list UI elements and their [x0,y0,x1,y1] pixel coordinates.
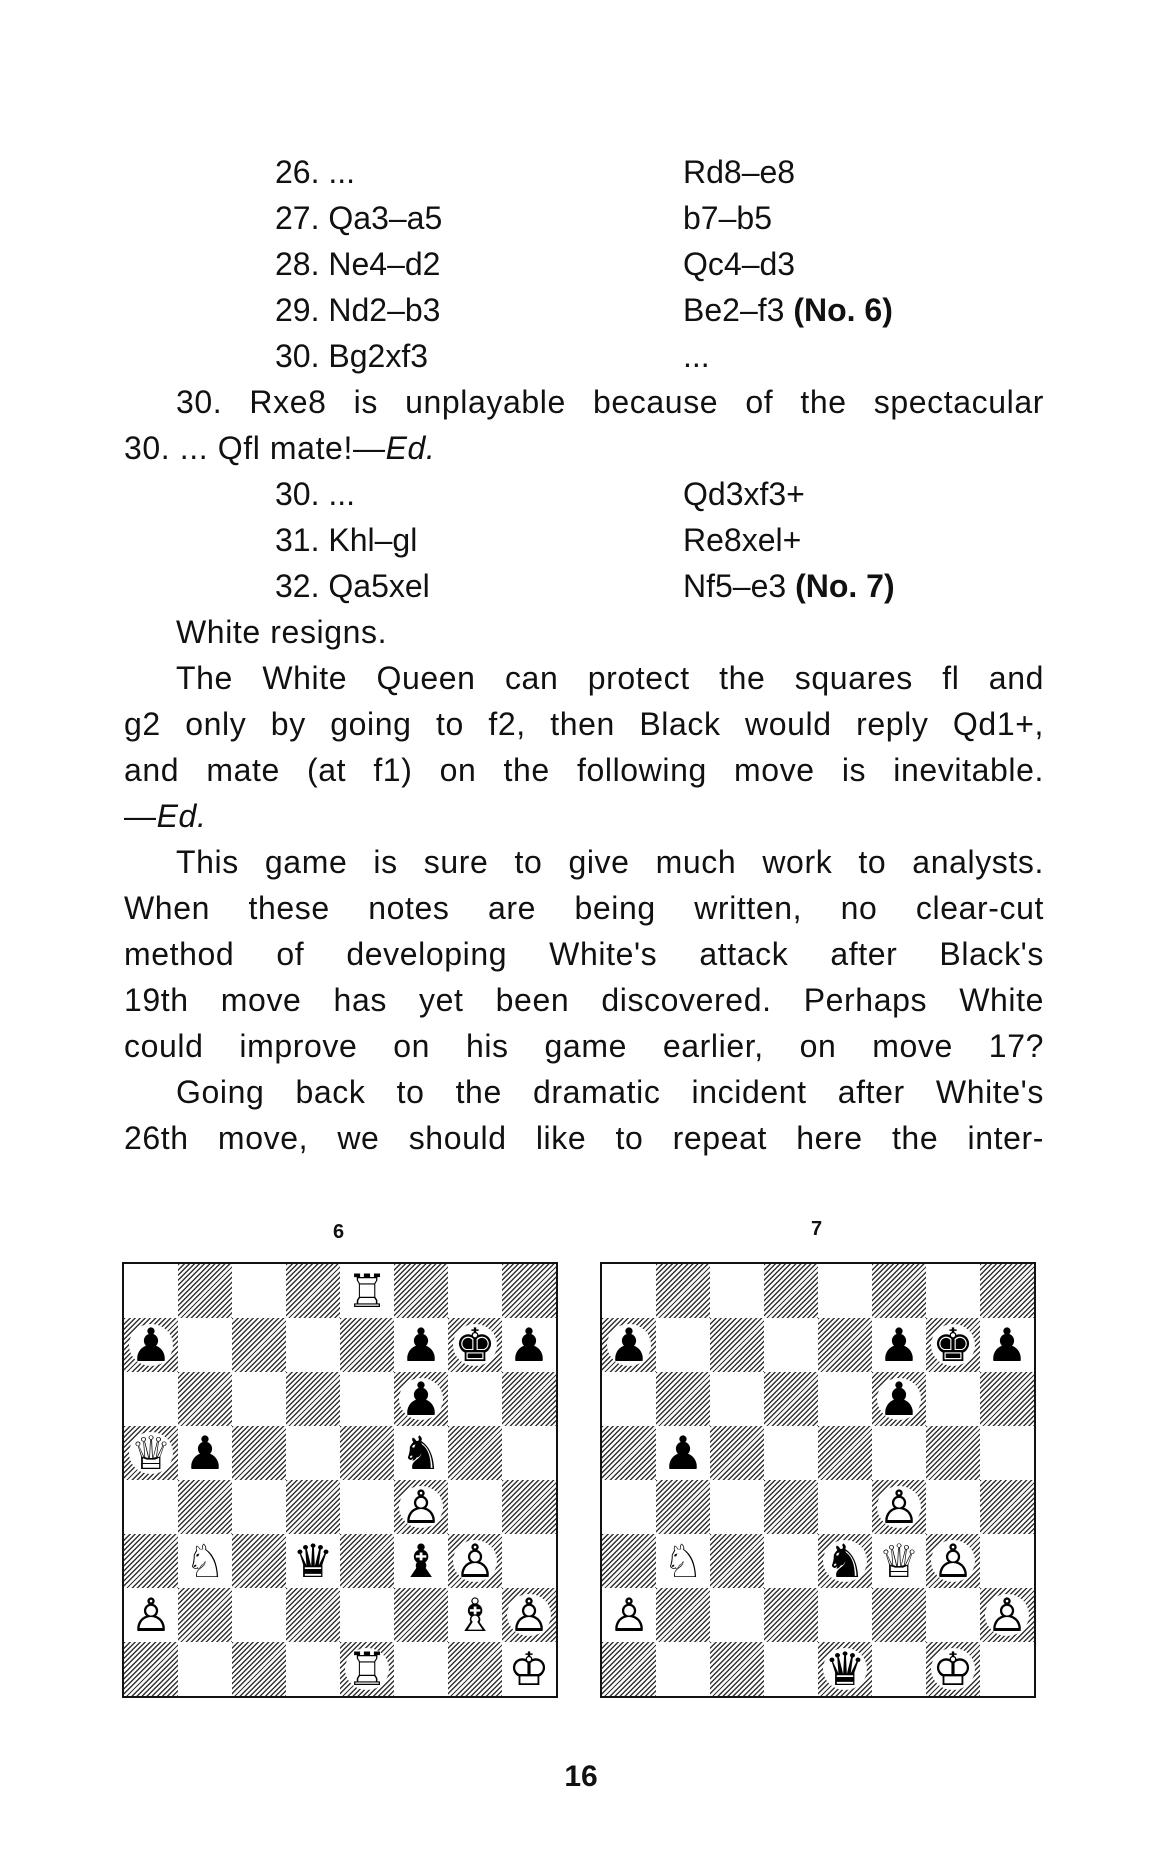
light-square [656,1318,710,1372]
diagram-label: 6 [333,1221,345,1243]
piece-glyph: ♙ [454,1534,496,1588]
light-square [710,1480,764,1534]
move-reply-with-ref [683,563,895,609]
light-square [710,1588,764,1642]
dark-square [394,1264,448,1318]
piece-glyph: ♙ [878,1480,920,1534]
light-square [286,1642,340,1696]
piece-glyph: ♔ [508,1642,550,1696]
light-square [178,1642,232,1696]
light-square [286,1318,340,1372]
dark-square [710,1318,764,1372]
light-square [872,1642,926,1696]
dark-square [502,1372,556,1426]
piece-glyph: ♖ [346,1264,388,1318]
paragraph-line: When these notes are being written, no clear-cut [124,890,1044,926]
piece-glyph: ♚ [932,1318,974,1372]
dark-square [980,1264,1034,1318]
editor-mark: Ed. [156,798,207,834]
black-king-icon [926,1318,980,1372]
white-queen-icon [124,1426,178,1480]
white-queen-icon [872,1534,926,1588]
light-square [872,1426,926,1480]
dark-square [178,1372,232,1426]
light-square [710,1264,764,1318]
dark-square [502,1264,556,1318]
dark-square [602,1642,656,1696]
dark-square [286,1372,340,1426]
piece-glyph: ♙ [986,1588,1028,1642]
dark-square [232,1426,286,1480]
dark-square [340,1534,394,1588]
black-bishop-icon [394,1534,448,1588]
white-knight-icon [178,1534,232,1588]
light-square [602,1372,656,1426]
light-square [286,1426,340,1480]
light-square [926,1588,980,1642]
page-number: 16 [564,1760,598,1793]
paragraph-line: could improve on his game earlier, on move 17? [124,1028,1044,1064]
white-pawn-icon [980,1588,1034,1642]
light-square [340,1480,394,1534]
black-pawn-icon [872,1372,926,1426]
white-pawn-icon [872,1480,926,1534]
black-knight-icon [394,1426,448,1480]
move-number: 26. ... [275,154,356,190]
piece-glyph: ♖ [346,1642,388,1696]
piece-glyph: ♟ [608,1318,650,1372]
dark-square [656,1372,710,1426]
piece-glyph: ♟ [662,1426,704,1480]
editor-mark: Ed. [385,430,436,466]
dark-square [764,1264,818,1318]
black-pawn-icon [602,1318,656,1372]
light-square [178,1318,232,1372]
piece-glyph: ♙ [608,1588,650,1642]
white-pawn-icon [394,1480,448,1534]
dark-square [656,1480,710,1534]
white-rook-icon [340,1264,394,1318]
light-square [448,1372,502,1426]
light-square [232,1264,286,1318]
light-square [448,1480,502,1534]
light-square [926,1372,980,1426]
light-square [448,1264,502,1318]
move-number: 28. Ne4–d2 [275,246,441,282]
light-square [710,1372,764,1426]
dark-square [178,1264,232,1318]
move-reply: Qd3xf3+ [683,476,805,512]
paragraph-line: 19th move has yet been discovered. Perhaps White [124,982,1044,1018]
light-square [124,1264,178,1318]
dark-square [232,1642,286,1696]
light-square [926,1480,980,1534]
dark-square [818,1426,872,1480]
light-square [764,1318,818,1372]
black-king-icon [448,1318,502,1372]
black-pawn-icon [394,1372,448,1426]
dark-square [602,1426,656,1480]
dark-square [124,1642,178,1696]
piece-glyph: ♞ [400,1426,442,1480]
paragraph-line: The White Queen can protect the squares fl and [176,660,1044,696]
piece-glyph: ♔ [932,1642,974,1696]
piece-glyph: ♕ [130,1426,172,1480]
white-bishop-icon [448,1588,502,1642]
piece-glyph: ♙ [130,1588,172,1642]
dark-square [602,1534,656,1588]
white-king-icon [502,1642,556,1696]
dark-square [286,1264,340,1318]
piece-glyph: ♙ [508,1588,550,1642]
piece-glyph: ♟ [400,1372,442,1426]
light-square [602,1480,656,1534]
diagram-ref: (No. 7) [795,568,895,604]
move-reply: b7–b5 [683,200,772,236]
black-pawn-icon [178,1426,232,1480]
move-number: 30. ... [275,476,356,512]
light-square [818,1588,872,1642]
note-line-2 [124,425,1044,471]
dark-square [124,1534,178,1588]
light-square [764,1534,818,1588]
dark-square [656,1264,710,1318]
dark-square [980,1372,1034,1426]
dark-square [980,1480,1034,1534]
paragraph-line: and mate (at f1) on the following move is inevitable. [124,752,1044,788]
piece-glyph: ♙ [932,1534,974,1588]
light-square [980,1534,1034,1588]
piece-glyph: ♕ [878,1534,920,1588]
black-pawn-icon [124,1318,178,1372]
dark-square [764,1588,818,1642]
light-square [818,1264,872,1318]
light-square [340,1372,394,1426]
dark-square [818,1318,872,1372]
piece-glyph: ♟ [130,1318,172,1372]
dark-square [340,1318,394,1372]
piece-glyph: ♞ [824,1534,866,1588]
move-number: 32. Qa5xel [275,568,430,604]
paragraph-line: Going back to the dramatic incident after White's [176,1074,1044,1110]
editor-dash: — [124,798,157,834]
light-square [232,1480,286,1534]
light-square [980,1642,1034,1696]
move-number: 30. Bg2xf3 [275,338,428,374]
dark-square [448,1642,502,1696]
paragraph-line: g2 only by going to f2, then Black would reply Qd1+, [124,706,1044,742]
paragraph-line: method of developing White's attack after Black's [124,936,1044,972]
dark-square [394,1588,448,1642]
move-reply: Re8xel+ [683,522,802,558]
dark-square [232,1318,286,1372]
move-reply: Nf5–e3 [683,568,787,604]
dark-square [340,1426,394,1480]
black-pawn-icon [656,1426,710,1480]
light-square [340,1588,394,1642]
diagram-ref: (No. 6) [793,292,893,328]
piece-glyph: ♛ [292,1534,334,1588]
paragraph-line [124,793,1044,839]
light-square [602,1264,656,1318]
white-king-icon [926,1642,980,1696]
dark-square [764,1480,818,1534]
white-pawn-icon [926,1534,980,1588]
white-pawn-icon [602,1588,656,1642]
piece-glyph: ♘ [662,1534,704,1588]
chess-diagram-6 [122,1262,558,1698]
move-reply: Rd8–e8 [683,154,796,190]
diagram-label: 7 [811,1218,823,1240]
light-square [926,1264,980,1318]
move-reply-with-ref [683,287,893,333]
white-pawn-icon [124,1588,178,1642]
black-queen-icon [286,1534,340,1588]
dark-square [286,1588,340,1642]
piece-glyph: ♟ [184,1426,226,1480]
dark-square [710,1642,764,1696]
piece-glyph: ♘ [184,1534,226,1588]
dark-square [872,1588,926,1642]
white-knight-icon [656,1534,710,1588]
paragraph-line: This game is sure to give much work to analysts. [176,844,1044,880]
piece-glyph: ♛ [824,1642,866,1696]
dark-square [656,1588,710,1642]
dark-square [872,1264,926,1318]
note-text: 30. Rxe8 is unplayable because of the spectacular [176,384,1044,420]
piece-glyph: ♙ [400,1480,442,1534]
piece-glyph: ♚ [454,1318,496,1372]
note-line-1 [124,379,1044,425]
dark-square [710,1534,764,1588]
dark-square [178,1480,232,1534]
light-square [232,1588,286,1642]
black-pawn-icon [502,1318,556,1372]
black-queen-icon [818,1642,872,1696]
light-square [502,1426,556,1480]
piece-glyph: ♟ [508,1318,550,1372]
light-square [124,1480,178,1534]
note-text: 30. ... Qfl mate!— [124,430,386,466]
light-square [124,1372,178,1426]
dark-square [764,1372,818,1426]
move-number: 31. Khl–gl [275,522,418,558]
piece-glyph: ♟ [400,1318,442,1372]
move-number: 29. Nd2–b3 [275,292,441,328]
piece-glyph: ♟ [878,1372,920,1426]
dark-square [232,1534,286,1588]
black-knight-icon [818,1534,872,1588]
dark-square [286,1480,340,1534]
black-pawn-icon [980,1318,1034,1372]
white-pawn-icon [502,1588,556,1642]
light-square [980,1426,1034,1480]
light-square [232,1372,286,1426]
piece-glyph: ♟ [878,1318,920,1372]
dark-square [926,1426,980,1480]
piece-glyph: ♗ [454,1588,496,1642]
piece-glyph: ♟ [986,1318,1028,1372]
black-pawn-icon [394,1318,448,1372]
light-square [764,1426,818,1480]
white-pawn-icon [448,1534,502,1588]
light-square [818,1372,872,1426]
move-reply: Qc4–d3 [683,246,796,282]
chess-diagram-7 [600,1262,1036,1698]
dark-square [178,1588,232,1642]
black-pawn-icon [872,1318,926,1372]
piece-glyph: ♝ [400,1534,442,1588]
dark-square [710,1426,764,1480]
move-number: 27. Qa3–a5 [275,200,443,236]
move-reply: ... [683,338,710,374]
dark-square [448,1426,502,1480]
dark-square [502,1480,556,1534]
light-square [502,1534,556,1588]
paragraph-line: 26th move, we should like to repeat here the inter- [124,1120,1044,1156]
light-square [818,1480,872,1534]
move-reply: Be2–f3 [683,292,785,328]
resigns-line: White resigns. [176,614,388,650]
white-rook-icon [340,1642,394,1696]
light-square [656,1642,710,1696]
light-square [394,1642,448,1696]
light-square [764,1642,818,1696]
